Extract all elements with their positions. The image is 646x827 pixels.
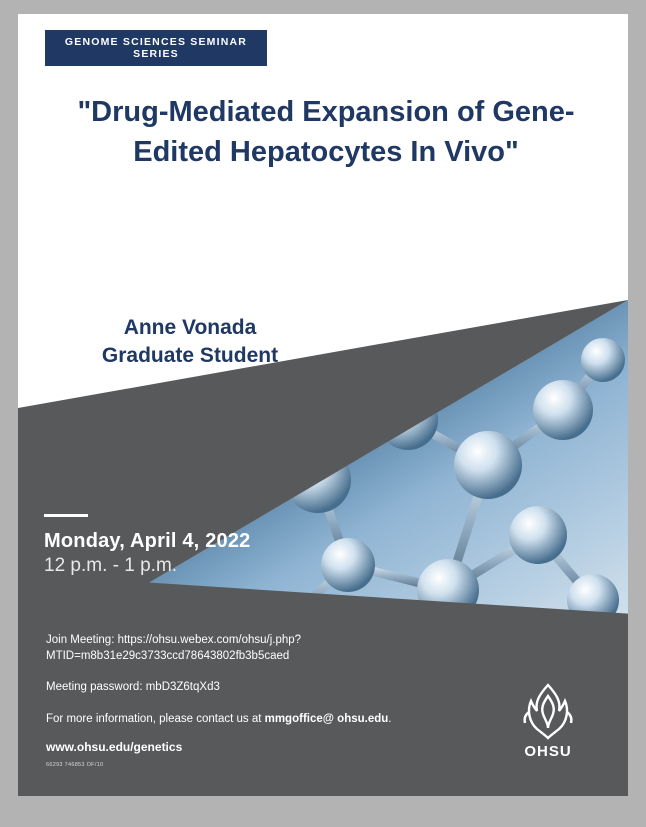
join-meeting-info <box>46 632 486 665</box>
ohsu-wordmark: OHSU <box>524 743 572 760</box>
meeting-password: Meeting password: mbD3Z6tqXd3 <box>46 680 220 693</box>
ohsu-flame-icon <box>521 682 575 740</box>
divider-rule <box>44 514 88 517</box>
page-title: "Drug-Mediated Expansion of Gene-Edited Hepatocytes In Vivo" <box>77 96 575 169</box>
contact-line <box>46 711 486 727</box>
speaker-role: Graduate Student <box>101 344 279 368</box>
ohsu-logo <box>512 682 584 760</box>
website-link[interactable]: www.ohsu.edu/genetics <box>46 740 183 755</box>
poster-page <box>18 14 628 796</box>
event-time: 12 p.m. - 1 p.m. <box>44 555 178 576</box>
footer-block <box>46 632 486 770</box>
join-meeting-line-1[interactable]: Join Meeting: https://ohsu.webex.com/ohsu/j.php? <box>46 634 302 646</box>
join-meeting-line-2[interactable]: MTID=m8b31e29c3733ccd78643802fb3b5caed <box>46 650 290 663</box>
event-date: Monday, April 4, 2022 <box>44 530 251 552</box>
document-code: 66293 746853 OF/10 <box>46 762 104 769</box>
speaker-name: Anne Vonada <box>123 316 257 339</box>
contact-suffix: . <box>388 712 392 725</box>
contact-email[interactable]: mmgoffice@ ohsu.edu <box>264 712 389 725</box>
seminar-series-banner: GENOME SCIENCES SEMINAR SERIES <box>45 30 267 66</box>
contact-prefix: For more information, please contact us at <box>46 712 265 725</box>
